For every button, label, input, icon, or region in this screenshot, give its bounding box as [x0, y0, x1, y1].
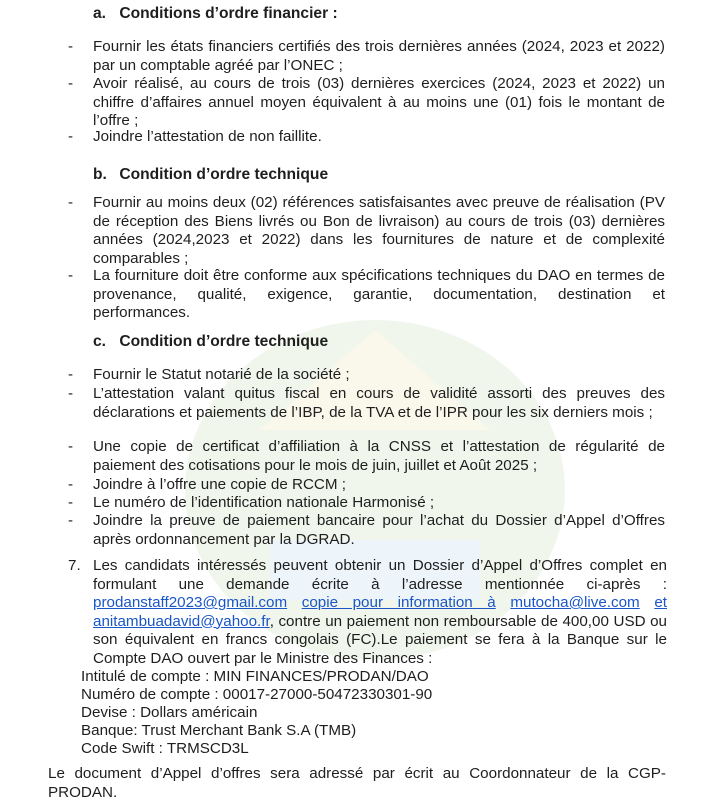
- item-7-number: 7.: [68, 557, 81, 574]
- email-link-prodanstaff[interactable]: prodanstaff2023@gmail.com: [93, 594, 288, 611]
- account-number: Numéro de compte : 00017-27000-50472330301-90: [81, 686, 433, 703]
- list-item-text: Fournir le Statut notarié de la société ;: [93, 366, 350, 383]
- section-a-title: Conditions d’ordre financier :: [119, 5, 338, 22]
- list-item-text: L’attestation valant quitus fiscal en cours de validité assorti des preuves des déclarations et paiements de l’IBP, de la TVA et de l’IPR pour les six derniers mois ;: [93, 385, 665, 421]
- item-7-intro: Les candidats intéressés peuvent obtenir un Dossier d’Appel d’Offres complet en formulant une demande écrite à l’adresse mentionnée ci-après :: [93, 557, 667, 593]
- email-link-anitambuadavid[interactable]: anitambuadavid@yahoo.fr: [93, 612, 270, 630]
- list-item-text: Une copie de certificat d’affiliation à la CNSS et l’attestation de régularité de paiement des cotisations pour le mois de juin, juillet et Août 2025 ;: [93, 438, 665, 474]
- list-item-text: La fourniture doit être conforme aux spécifications techniques du DAO en termes de provenance, qualité, exigence, garantie, documentation, destination et performances.: [93, 267, 665, 321]
- section-c-heading: [93, 333, 328, 352]
- section-b-heading: [93, 166, 328, 185]
- list-item-text: Fournir les états financiers certifiés des trois dernières années (2024, 2023 et 2022) par un comptable agréé par l’ONEC ;: [93, 38, 665, 74]
- section-c-letter: c.: [93, 333, 107, 350]
- section-c-title: Condition d’ordre technique: [119, 333, 329, 350]
- section-b-title: Condition d’ordre technique: [119, 166, 329, 183]
- list-item-text: Joindre l’attestation de non faillite.: [93, 128, 322, 145]
- list-item-text: Fournir au moins deux (02) références satisfaisantes avec preuve de réalisation (PV de réception des Biens livrés ou Bon de livraison) au cours de trois (03) dernières années (2024,2023 et 2022) dans les fournitures de nature et de complexité comparables ;: [93, 194, 665, 267]
- and-text: et: [654, 594, 667, 611]
- list-item-text: Avoir réalisé, au cours de trois (03) dernières exercices (2024, 2023 et 2022) un chiffre d’affaires annuel moyen équivalent à au moins une (01) fois le montant de l’offre ;: [93, 75, 665, 129]
- document-page: a. Conditions d’ordre financier : - Fournir les états financiers certifiés des trois dernières années (2024, 2023 et 2022) par un comptable agréé par l’ONEC ; - Avoir réalisé, au cours de trois (03) dernières exercices (2024, 2023 et 2022) un chiffre d’affaires annuel moyen équivalent à au moins une (01) fois le montant de l’offre ; - Joindre l’attestation de non faillite. b. Condition d’ordre technique - Fournir au moins deux (02) références satisfaisantes avec preuve de réalisation (PV de réception des Biens livrés ou Bon de livraison) au cours de trois (03) dernières années (2024,2023 et 2022) dans les fournitures de nature et de complexité comparables ; - La fourniture doit être conforme aux spécifications techniques du DAO en termes de provenance, qualité, exigence, garantie, documentation, destination et performances. c. Condition d’ordre technique - Fournir le Statut notarié de la société ; - L’attestation valant quitus fiscal en cours de validité assorti des preuves des déclarations et paiements de l’IBP, de la TVA et de l’IPR pour les six derniers mois ; - Une copie de certificat d’affiliation à la CNSS et l’attestation de régularité de paiement des cotisations pour le mois de juin, juillet et Août 2025 ; - Joindre à l’offre une copie de RCCM ; - Le numéro de l’identification nationale Harmonisé ; - Joindre la preuve de paiement bancaire pour l’achat du Dossier d’Appel d’Offres après ordonnancement par la DGRAD. 7. Les candidats intéressés peuvent obtenir un Dossier d’Appel d’Offres complet en formulant une demande écrite à l’adresse mentionnée ci-après : prodanstaff2023@gmail.com copie pour information à mutocha@live.com et anitambuadavid@yahoo.fr, contre un paiement non remboursable de 400,00 USD ou son équivalent en francs congolais (FC).Le paiement se fera à la Banque sur le Compte DAO ouvert par le Ministre des Finances : Intitulé de compte : MIN FINANCES/PRODAN/DAO Numéro de compte : 00017-27000-50472330301-90 Devise : Dollars américain Banque: Trust Merchant Bank S.A (TMB) Code Swift : TRMSCD3L Le document d’Appel d’offres sera adressé par écrit au Coordonnateur de la CGP-PRODAN.: [48, 5, 667, 801]
- account-bank: Banque: Trust Merchant Bank S.A (TMB): [81, 722, 357, 739]
- account-currency: Devise : Dollars américain: [81, 704, 258, 721]
- list-item-text: Le numéro de l’identification nationale Harmonisé ;: [93, 494, 435, 511]
- list-item-text: Joindre la preuve de paiement bancaire pour l’achat du Dossier d’Appel d’Offres après ordonnancement par la DGRAD.: [93, 512, 665, 548]
- list-item-text: Joindre à l’offre une copie de RCCM ;: [93, 476, 346, 493]
- item-7-payment-text: , contre un paiement non remboursable de 400,00 USD ou son équivalent en francs congolais (FC).Le paiement se fera à la Banque sur le Compte DAO ouvert par le Ministre des Finances :: [93, 612, 667, 667]
- item-7-text: [93, 557, 667, 668]
- section-a-letter: a.: [93, 5, 107, 22]
- section-a-heading: [93, 5, 338, 24]
- account-swift: Code Swift : TRMSCD3L: [81, 740, 249, 757]
- account-name: Intitulé de compte : MIN FINANCES/PRODAN/DAO: [81, 668, 429, 685]
- email-link-mutocha[interactable]: mutocha@live.com: [510, 594, 640, 611]
- closing-paragraph: Le document d’Appel d’offres sera adressé par écrit au Coordonnateur de la CGP-PRODAN.: [48, 765, 666, 801]
- copy-info-text: copie pour information à: [301, 594, 496, 611]
- section-b-letter: b.: [93, 166, 107, 183]
